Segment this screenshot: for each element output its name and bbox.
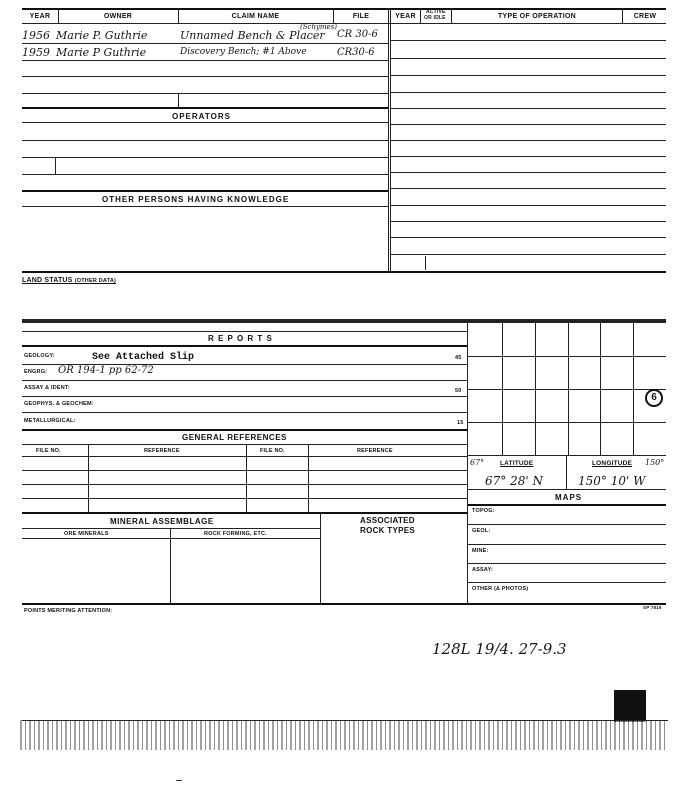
points-meriting-attention-label: POINTS MERITING ATTENTION: — [24, 608, 113, 614]
maps-label: MAPS — [555, 493, 583, 502]
header-or-idle: OR IDLE — [424, 15, 446, 21]
row1-year: 1956 — [22, 29, 50, 42]
operators-label: OPERATORS — [172, 112, 231, 121]
report-engrg-value: OR 194-1 pp 62-72 — [58, 365, 154, 376]
claim-annotation: (Schymes) — [300, 23, 338, 31]
latitude-value: 67° 28' N — [485, 474, 543, 488]
row2-file: CR30-6 — [337, 47, 375, 58]
scan-artifact-band — [20, 720, 668, 750]
row1-claim: Unnamed Bench & Placer — [180, 29, 325, 42]
rock-forming-label: ROCK FORMING, ETC. — [204, 531, 267, 537]
header-active: ACTIVE — [426, 9, 446, 15]
report-geophys-label: GEOPHYS. & GEOCHEM: — [24, 401, 94, 407]
reports-title: R E P O R T S — [208, 334, 273, 343]
map-assay: ASSAY: — [472, 567, 494, 573]
lon-suffix: 150° — [645, 458, 665, 467]
header-year: YEAR — [29, 13, 51, 20]
rock-types-label: ROCK TYPES — [360, 526, 416, 535]
map-topog: TOPOG: — [472, 508, 495, 514]
row2-year: 1959 — [22, 46, 50, 59]
header-owner: OWNER — [103, 13, 133, 20]
lat-prefix: 67° — [470, 458, 485, 467]
black-square — [614, 690, 646, 722]
header-claim-name: CLAIM NAME — [231, 13, 280, 20]
longitude-value: 150° 10' W — [578, 474, 646, 488]
gr-header-reference-1: REFERENCE — [144, 448, 180, 454]
report-engrg-label: ENGRG: — [24, 369, 48, 375]
form-number: SP 7815 — [643, 605, 662, 610]
report-metallurgical-label: METALLURGICAL: — [24, 418, 76, 424]
latitude-label: LATITUDE — [500, 460, 534, 467]
longitude-label: LONGITUDE — [592, 460, 633, 467]
row2-owner: Marie P Guthrie — [56, 46, 147, 59]
header-year-2: YEAR — [395, 13, 416, 20]
row2-claim: Discovery Bench; #1 Above — [180, 47, 307, 57]
general-references-title: GENERAL REFERENCES — [182, 433, 287, 442]
gr-header-file-no-1: FILE NO. — [36, 448, 61, 454]
report-assay-num: 50 — [455, 388, 462, 394]
header-crew: CREW — [633, 13, 657, 20]
land-status-text: LAND STATUS — [22, 277, 73, 284]
report-geology-value: See Attached Slip — [92, 352, 195, 363]
report-geology-num: 45 — [455, 355, 462, 361]
circled-number — [645, 389, 663, 407]
map-mine: MINE: — [472, 548, 489, 554]
circled-number-text: 6 — [651, 392, 657, 403]
report-metallurgical-num: 15 — [457, 420, 464, 426]
row1-file: CR 30-6 — [337, 29, 378, 40]
gr-header-reference-2: REFERENCE — [357, 448, 393, 454]
mineral-assemblage-title: MINERAL ASSEMBLAGE — [110, 517, 214, 526]
ore-minerals-label: ORE MINERALS — [64, 531, 109, 537]
header-type-of-operation: TYPE OF OPERATION — [497, 13, 577, 20]
land-status-label — [22, 277, 116, 284]
map-other: OTHER (& PHOTOS) — [472, 586, 529, 592]
map-geol: GEOL: — [472, 528, 491, 534]
gr-header-file-no-2: FILE NO. — [260, 448, 285, 454]
header-file: FILE — [352, 13, 370, 20]
handwritten-reference: 128L 19/4. 27-9.3 — [432, 640, 567, 658]
report-geology-label: GEOLOGY: — [24, 353, 55, 359]
land-status-sub: (OTHER DATA) — [74, 278, 117, 284]
other-persons-label: OTHER PERSONS HAVING KNOWLEDGE — [102, 195, 290, 204]
report-assay-label: ASSAY & IDENT: — [24, 385, 70, 391]
associated-label: ASSOCIATED — [360, 516, 415, 525]
row1-owner: Marie P. Guthrie — [56, 29, 148, 42]
scan-artifact-dash — [176, 780, 182, 781]
